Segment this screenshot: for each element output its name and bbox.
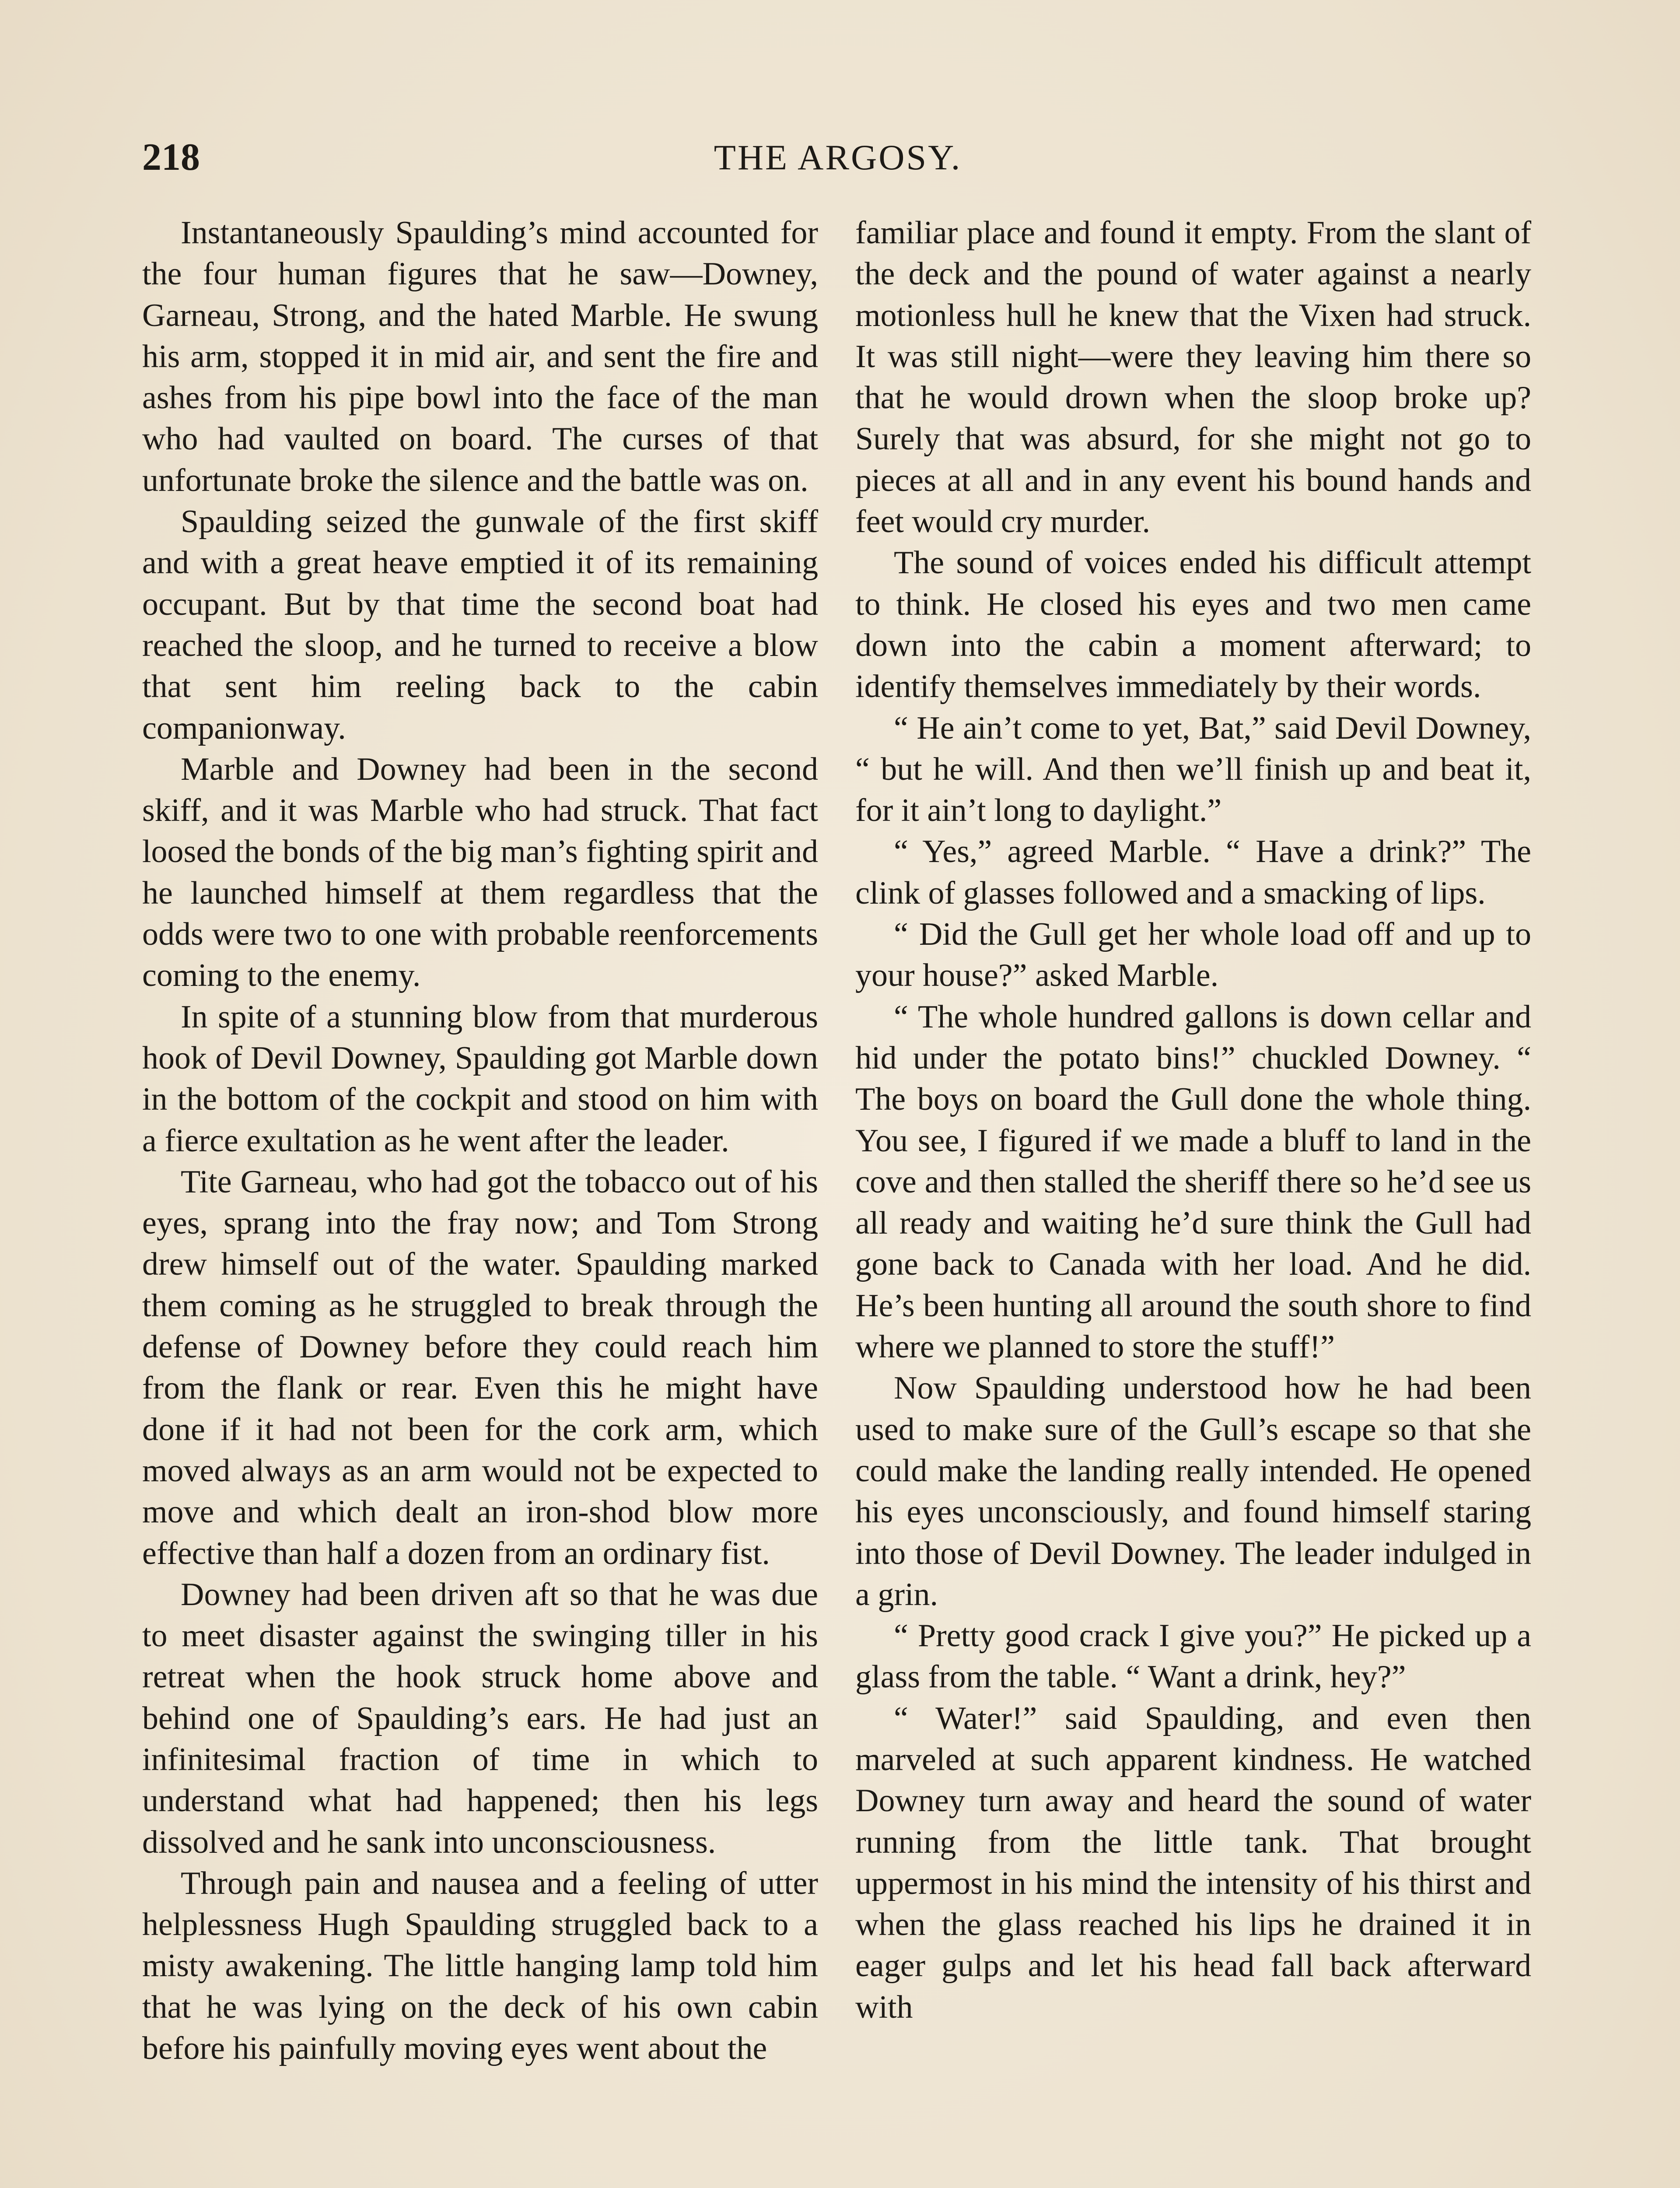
page-number: 218 (142, 136, 200, 179)
paragraph: Marble and Downey had been in the second skiff, and it was Marble who had struck. That fact loosed the bonds of the big man’s fighting spirit and he launched himself at them regardless that the odds were two to one with probable reenforcements coming to the enemy. (142, 751, 818, 994)
paragraph: Now Spaulding understood how he had been used to make sure of the Gull’s escape so that she could make the landing really intended. He opened his eyes unconsciously, and found himself staring into those of Devil Downey. The leader indulged in a grin. (855, 1370, 1531, 1613)
paragraph: Through pain and nausea and a feeling of utter helplessness Hugh Spaulding struggled back to a misty awakening. The little hanging lamp told him that he was lying on the deck of his own cabin before his painfully moving eyes went about the (142, 1865, 818, 2067)
paragraph: Instantaneously Spaulding’s mind accounted for the four human figures that he saw—Downey, Garneau, Strong, and the hated Marble. He swung his arm, stopped it in mid air, and sent the fire and ashes from his pipe bowl into the face of the man who had vaulted on board. The curses of that unfortunate broke the silence and the battle was on. (142, 215, 818, 498)
paragraph: In spite of a stunning blow from that murderous hook of Devil Downey, Spaulding got Marble down in the bottom of the cockpit and stood on him with a fierce exultation as he went after the leader. (142, 999, 818, 1159)
paragraph: Spaulding seized the gunwale of the first skiff and with a great heave emptied it of its remaining occupant. But by that time the second boat had reached the sloop, and he turned to receive a blow that sent him reeling back to the cabin companionway. (142, 504, 818, 746)
paragraph: “ Water!” said Spaulding, and even then marveled at such apparent kindness. He watched Downey turn away and heard the sound of water running from the little tank. That brought uppermost in his mind the intensity of his thirst and when the glass reached his lips he drained it in eager gulps and let his head fall back afterward with (855, 1700, 1531, 2025)
paragraph: “ Pretty good crack I give you?” He picked up a glass from the table. “ Want a drink, hey?” (855, 1618, 1531, 1695)
paragraph: “ He ain’t come to yet, Bat,” said Devil Downey, “ but he will. And then we’ll finish up and beat it, for it ain’t long to daylight.” (855, 710, 1531, 829)
running-title: THE ARGOSY. (714, 137, 962, 177)
paragraph: “ The whole hundred gallons is down cellar and hid under the potato bins!” chuckled Downey. “ The boys on board the Gull done the whole thing. You see, I figured if we made a bluff to land in the cove and then stalled the sheriff there so he’d see us all ready and waiting he’d sure think the Gull had gone back to Canada with her load. And he did. He’s been hunting all around the south shore to find where we planned to store the stuff!” (855, 999, 1531, 1365)
paragraph: Downey had been driven aft so that he was due to meet disaster against the swinging tiller in his retreat when the hook struck home above and behind one of Spaulding’s ears. He had just an infinitesimal fraction of time in which to understand what had happened; then his legs dissolved and he sank into unconsciousness. (142, 1576, 818, 1860)
paragraph: “ Did the Gull get her whole load off and up to your house?” asked Marble. (855, 916, 1531, 994)
text-column-right (855, 212, 1531, 2028)
text-column-left (142, 212, 818, 2069)
paragraph-continued: familiar place and found it empty. From the slant of the deck and the pound of water against a nearly motionless hull he knew that the Vixen had struck. It was still night—were they leaving him there so that he would drown when the sloop broke up? Surely that was absurd, for she might not go to pieces at all and in any event his bound hands and feet would cry murder. (855, 215, 1531, 540)
paragraph: Tite Garneau, who had got the tobacco out of his eyes, sprang into the fray now; and Tom Strong drew himself out of the water. Spaulding marked them coming as he struggled to break through the defense of Downey before they could reach him from the flank or rear. Even this he might have done if it had not been for the cork arm, which moved always as an arm would not be expected to move and which dealt an iron-shod blow more effective than half a dozen from an ordinary fist. (142, 1164, 818, 1571)
page-header (142, 131, 1533, 184)
paragraph: The sound of voices ended his difficult attempt to think. He closed his eyes and two men came down into the cabin a moment afterward; to identify themselves immediately by their words. (855, 545, 1531, 705)
paragraph: “ Yes,” agreed Marble. “ Have a drink?” The clink of glasses followed and a smacking of lips. (855, 834, 1531, 911)
